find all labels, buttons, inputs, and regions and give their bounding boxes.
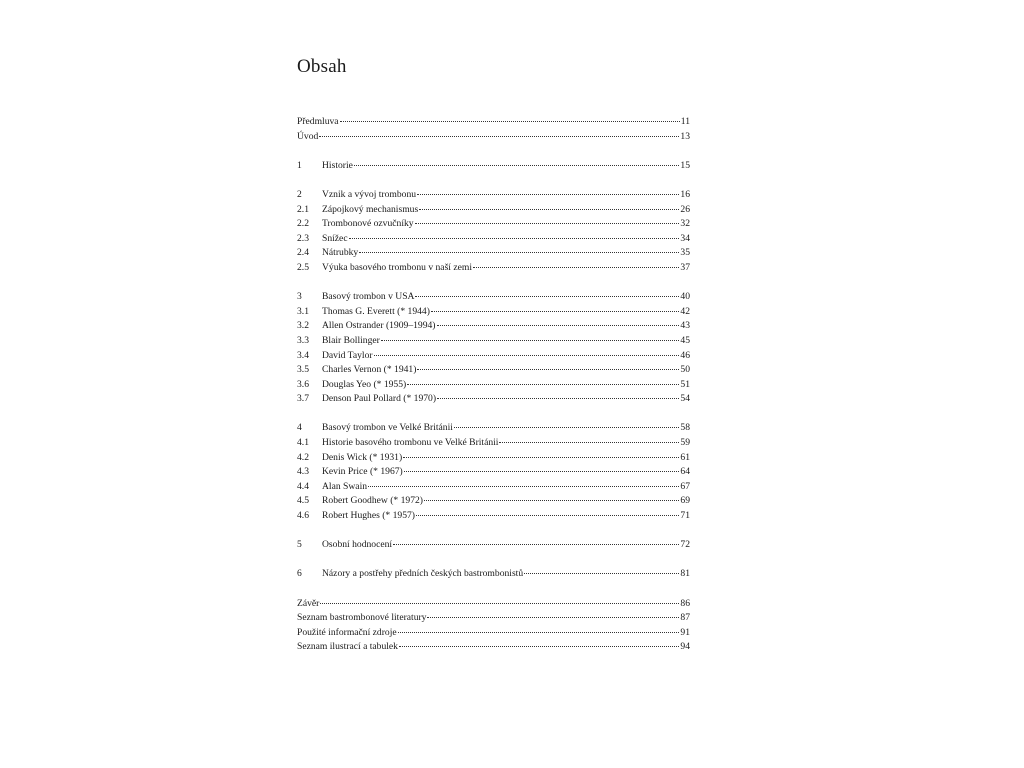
toc-dot-leader [524,573,679,574]
toc-dot-leader [403,457,679,458]
toc-entry [297,626,690,641]
toc-dot-leader [415,296,679,297]
toc-entry-title: Kevin Price (* 1967) [322,466,403,478]
toc-entry-title: Úvod [297,130,319,142]
toc-entry-page-number: 81 [680,568,690,580]
toc-entry [297,159,690,174]
toc-entry-number: 3.3 [297,334,309,346]
toc-entry-title: Seznam bastrombonové literatury [297,612,427,624]
toc-entry-page-number: 26 [680,203,690,215]
toc-entry-title: Snížec [322,232,348,244]
toc-entry [297,392,690,407]
toc-dot-leader [499,442,679,443]
toc-dot-leader [374,355,680,356]
toc-dot-leader [417,369,679,370]
toc-entry-number: 2.5 [297,261,309,273]
toc-entry [297,290,690,305]
toc-entry-page-number: 67 [680,480,690,492]
toc-entry-page-number: 69 [680,495,690,507]
toc-entry [297,465,690,480]
toc-entry [297,246,690,261]
toc-dot-leader [404,471,680,472]
toc-entry-number: 4.3 [297,466,309,478]
toc-entry-number: 3.1 [297,305,309,317]
toc-entry-number: 6 [297,568,302,580]
toc-entry-page-number: 45 [680,334,690,346]
toc-entry [297,538,690,553]
toc-entry [297,203,690,218]
toc-dot-leader [399,646,679,647]
toc-entry [297,115,690,130]
toc-entry [297,349,690,364]
toc-dot-leader [407,384,679,385]
toc-entry [297,232,690,247]
toc-dot-leader [473,267,679,268]
toc-entry-page-number: 51 [680,378,690,390]
toc-dot-leader [320,603,679,604]
toc-entry [297,188,690,203]
toc-dot-leader [437,325,680,326]
toc-dot-leader [381,340,680,341]
toc-entry-title: Alan Swain [322,480,368,492]
toc-entry-title: Thomas G. Everett (* 1944) [322,305,430,317]
toc-entry [297,363,690,378]
toc-group [297,115,690,144]
toc-entry [297,597,690,612]
toc-dot-leader [424,500,679,501]
toc-entry [297,494,690,509]
toc-entry-page-number: 43 [680,320,690,332]
toc-entry [297,451,690,466]
toc-group [297,290,690,407]
toc-entry [297,509,690,524]
toc-entry [297,305,690,320]
toc-dot-leader [368,486,679,487]
toc-entry-title: Denis Wick (* 1931) [322,451,403,463]
toc-entry-title: Závěr [297,597,320,609]
toc-dot-leader [419,209,679,210]
toc-entry-page-number: 64 [680,466,690,478]
toc-dot-leader [398,632,680,633]
toc-entry-title: Trombonové ozvučníky [322,218,414,230]
toc-entry-page-number: 59 [680,437,690,449]
table-of-contents [297,115,690,670]
toc-entry-page-number: 54 [680,393,690,405]
toc-entry [297,261,690,276]
toc-group [297,597,690,655]
toc-entry-number: 3.2 [297,320,309,332]
toc-entry-title: Robert Hughes (* 1957) [322,510,415,522]
toc-entry-title: Denson Paul Pollard (* 1970) [322,393,437,405]
toc-entry-page-number: 50 [680,364,690,376]
toc-dot-leader [393,544,679,545]
toc-entry-title: Předmluva [297,116,339,127]
toc-entry-title: Robert Goodhew (* 1972) [322,495,423,507]
toc-entry [297,378,690,393]
toc-entry-page-number: 11 [680,116,690,127]
toc-entry-title: Douglas Yeo (* 1955) [322,378,407,390]
toc-dot-leader [431,311,680,312]
toc-entry-page-number: 40 [680,291,690,303]
toc-entry-page-number: 37 [680,261,690,273]
toc-group [297,567,690,582]
toc-dot-leader [437,398,679,399]
toc-entry-number: 5 [297,539,302,551]
toc-entry [297,319,690,334]
toc-dot-leader [354,165,679,166]
toc-entry-number: 3 [297,291,302,303]
toc-entry-title: Seznam ilustrací a tabulek [297,641,398,653]
toc-entry-number: 3.5 [297,364,309,376]
toc-dot-leader [319,136,679,137]
toc-entry-title: Osobní hodnocení [322,539,393,551]
toc-entry-page-number: 32 [680,218,690,230]
toc-entry-number: 4 [297,422,302,434]
toc-entry-title: Vznik a vývoj trombonu [322,188,417,200]
toc-entry-page-number: 35 [680,247,690,259]
toc-dot-leader [416,515,679,516]
toc-entry-number: 3.7 [297,393,309,405]
toc-entry-number: 2.4 [297,247,309,259]
toc-entry-page-number: 34 [680,232,690,244]
toc-entry [297,611,690,626]
toc-entry-page-number: 13 [680,130,690,142]
toc-entry-page-number: 15 [680,159,690,171]
toc-entry-page-number: 61 [680,451,690,463]
toc-entry-number: 2.1 [297,203,309,215]
toc-group [297,538,690,553]
toc-entry-page-number: 72 [680,539,690,551]
toc-entry-title: David Taylor [322,349,373,361]
toc-group [297,159,690,174]
toc-entry [297,567,690,582]
toc-entry [297,640,690,655]
toc-dot-leader [359,252,679,253]
toc-entry-title: Historie [322,159,353,171]
toc-entry-page-number: 46 [680,349,690,361]
toc-entry-page-number: 94 [680,641,690,653]
toc-dot-leader [415,223,680,224]
toc-dot-leader [349,238,680,239]
toc-entry [297,421,690,436]
toc-entry-number: 1 [297,159,302,171]
toc-entry-number: 2.3 [297,232,309,244]
toc-entry-page-number: 42 [680,305,690,317]
toc-entry-page-number: 87 [680,612,690,624]
toc-entry-title: Výuka basového trombonu v naší zemi [322,261,473,273]
toc-entry-number: 4.1 [297,437,309,449]
toc-entry [297,436,690,451]
toc-entry-page-number: 86 [680,597,690,609]
toc-entry-number: 4.2 [297,451,309,463]
toc-group [297,188,690,276]
toc-entry-number: 2 [297,188,302,200]
page-title: Obsah [297,56,347,77]
toc-entry-number: 4.4 [297,480,309,492]
toc-group [297,421,690,523]
toc-entry-number: 4.6 [297,510,309,522]
toc-entry [297,130,690,145]
toc-dot-leader [340,121,680,122]
toc-entry-title: Zápojkový mechanismus [322,203,419,215]
toc-entry-title: Nátrubky [322,247,359,259]
toc-entry-title: Názory a postřehy předních českých bastrombonistů [322,568,524,580]
toc-entry-title: Basový trombon v USA [322,291,415,303]
toc-entry-title: Basový trombon ve Velké Británii [322,422,453,434]
toc-entry [297,334,690,349]
toc-entry-title: Použité informační zdroje [297,626,397,638]
toc-entry-page-number: 58 [680,422,690,434]
toc-dot-leader [417,194,679,195]
toc-entry-page-number: 91 [680,626,690,638]
toc-dot-leader [427,617,679,618]
toc-entry-number: 3.4 [297,349,309,361]
toc-entry-title: Allen Ostrander (1909–1994) [322,320,436,332]
toc-entry-title: Blair Bollinger [322,334,380,346]
toc-entry-number: 4.5 [297,495,309,507]
toc-entry-page-number: 71 [680,510,690,522]
toc-entry-title: Charles Vernon (* 1941) [322,364,417,376]
toc-entry-page-number: 16 [680,188,690,200]
toc-entry-number: 3.6 [297,378,309,390]
toc-entry-number: 2.2 [297,218,309,230]
toc-dot-leader [454,427,679,428]
toc-entry [297,480,690,495]
toc-entry [297,217,690,232]
toc-entry-title: Historie basového trombonu ve Velké Británii [322,437,499,449]
